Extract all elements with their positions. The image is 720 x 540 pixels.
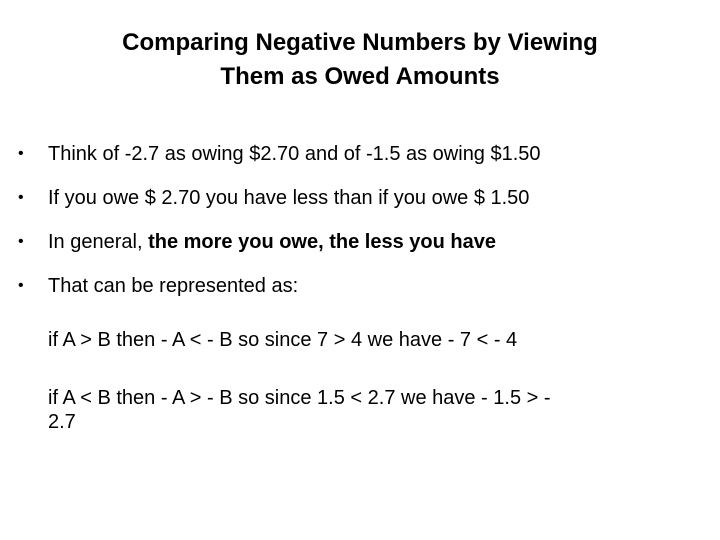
bullet-text [48,230,496,254]
example-statement-2 [48,386,688,434]
example-line-2: 2.7 [48,411,76,433]
title-line-2: Them as Owed Amounts [220,63,500,90]
bullet-list [18,142,708,318]
bullet-dot-icon: • [18,145,24,162]
example-statement-1: if A > B then - A < - B so since 7 > 4 we have - 7 < - 4 [48,329,518,351]
bullet-dot-icon: • [18,233,24,250]
bullet-text: Think of -2.7 as owing $2.70 and of -1.5 as owing $1.50 [48,143,541,165]
bullet-item [18,186,708,210]
bullet-dot-icon: • [18,189,24,206]
bullet-text: If you owe $ 2.70 you have less than if you owe $ 1.50 [48,187,530,209]
title-line-1: Comparing Negative Numbers by Viewing [122,29,598,56]
bullet-text-emphasis: the more you owe, the less you have [148,231,496,253]
bullet-item [18,274,708,298]
bullet-text-prefix: In general, [48,231,149,253]
bullet-item [18,142,708,166]
example-line-1: if A < B then - A > - B so since 1.5 < 2.7 we have - 1.5 > - [48,387,551,409]
bullet-item [18,230,708,254]
bullet-dot-icon: • [18,277,24,294]
bullet-text: That can be represented as: [48,275,299,297]
slide-title [60,26,660,94]
